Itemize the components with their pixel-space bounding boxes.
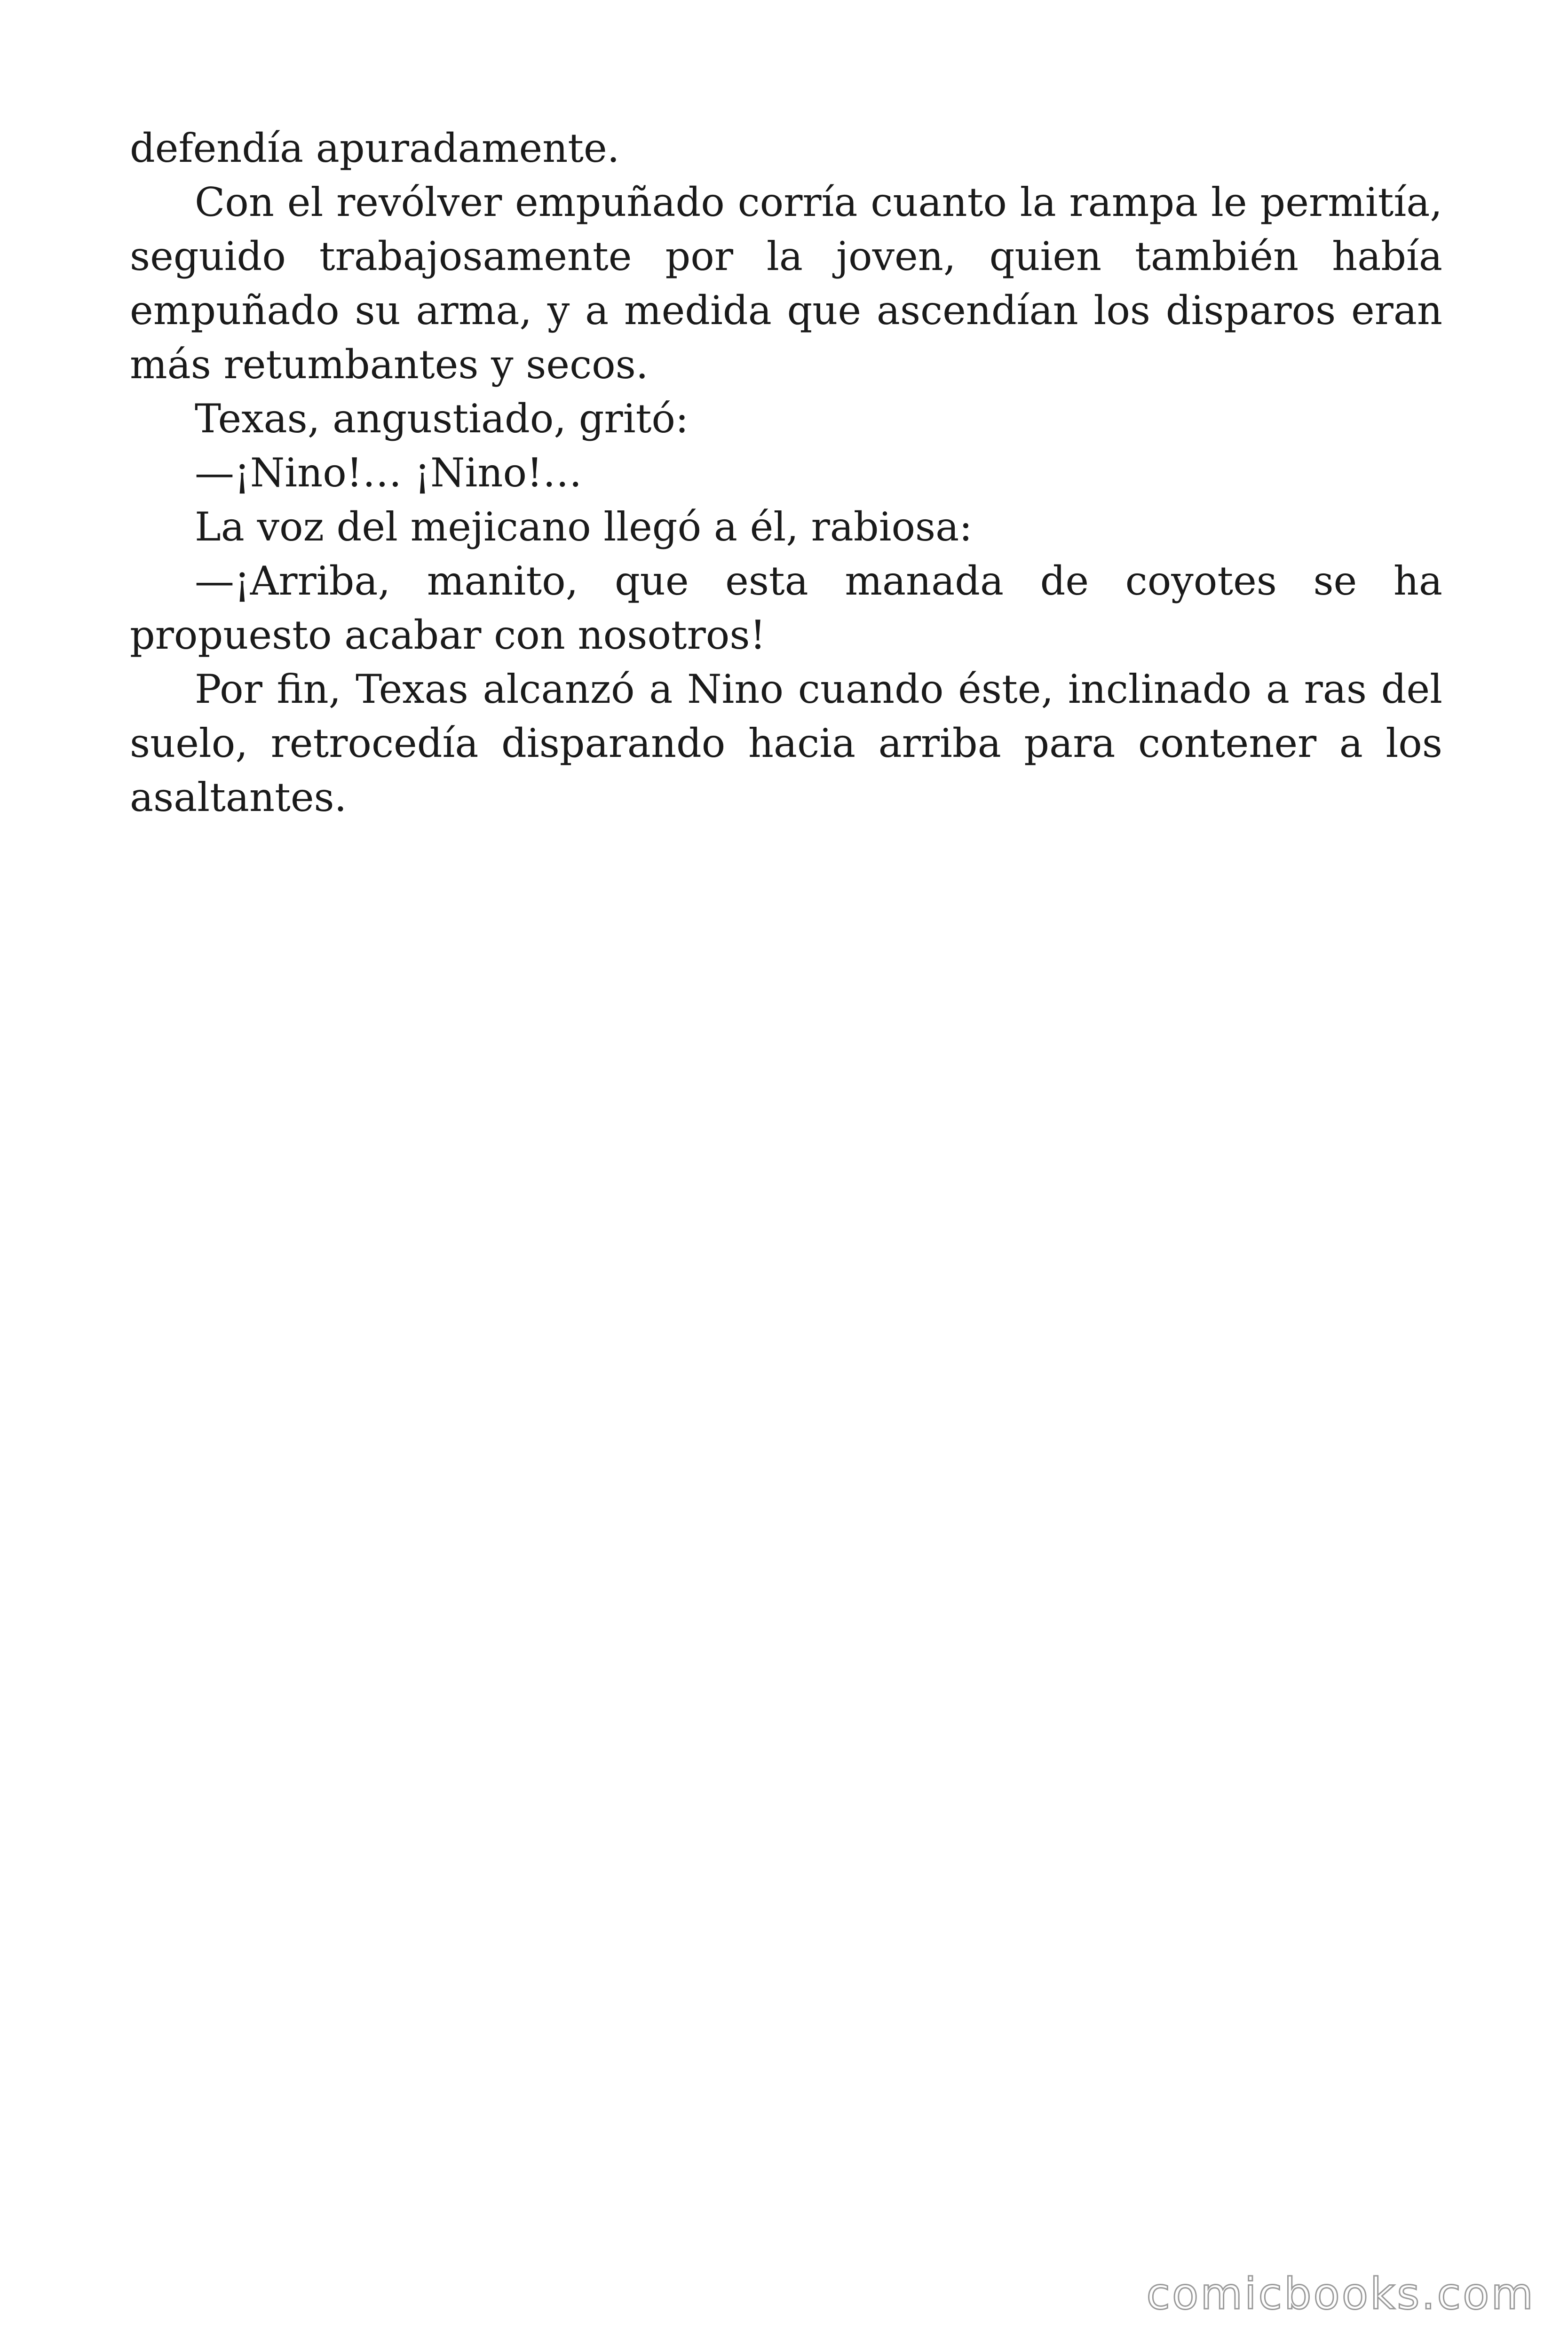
watermark: comicbooks.com — [1146, 2269, 1535, 2319]
paragraph-6: —¡Arriba, manito, que esta manada de coyotes se ha propuesto acabar con nosotros! — [130, 558, 1442, 658]
paragraph-1: defendía apuradamente. — [130, 125, 620, 171]
paragraph-3: Texas, angustiado, gritó: — [195, 396, 689, 442]
paragraph-2: Con el revólver empuñado corría cuanto la rampa le permitía, seguido trabajosamente por la joven, quien también había empuñado su arma, y a medida que ascendían los disparos eran más retumbantes y secos. — [130, 179, 1442, 388]
body-text — [130, 121, 1442, 825]
paragraph-4: —¡Nino!… ¡Nino!… — [195, 450, 582, 496]
paragraph-5: La voz del mejicano llegó a él, rabiosa: — [195, 504, 973, 550]
paragraph-7: Por fin, Texas alcanzó a Nino cuando éste, inclinado a ras del suelo, retrocedía disparando hacia arriba para contener a los asaltantes. — [130, 666, 1442, 820]
